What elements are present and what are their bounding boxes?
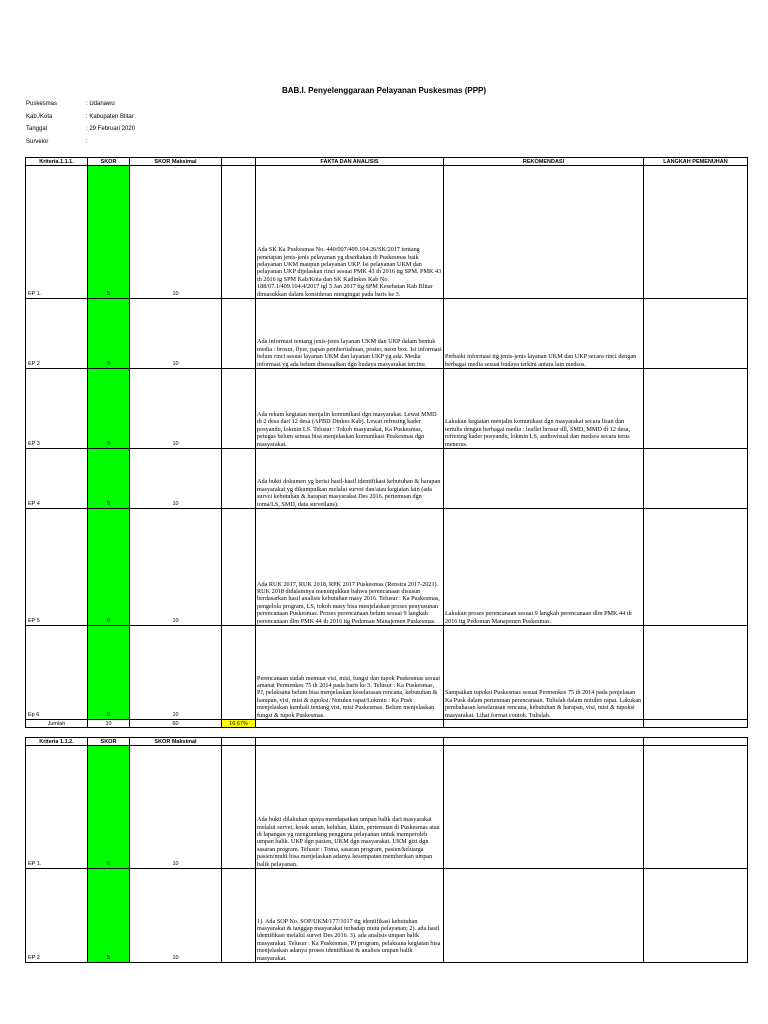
max-score-cell: 10 — [130, 299, 222, 369]
fakta-cell[interactable]: Ada RUK 2017, RUK 2018, RPK 2017 Puskesmas (Renstra 2017-2021). RUK 2018 didalamnya menunjukkan bahwa perencanaan disusun berdasarkan hasil analisis kebutuhan masy 2016. Telusur : Ka Puskesmas, pengelola program, LS, tokoh masy bisa menjelaskan proses penyusunan perencanaan Puskesmas. Proses perencanaan belum sesuai 9 langkah perencanaan dlm PMK 44 th 2016 ttg Pedoman Manajemen Puskesmas. — [256, 509, 444, 626]
langkah-cell[interactable] — [644, 869, 748, 963]
rekomendasi-cell[interactable]: Lakukan proses perencanaan sesuai 9 langkah perencanaan dlm PMK 44 th 2016 ttg Pedoman Manajemen Puskesmas. — [444, 509, 644, 626]
table-header-row — [26, 158, 748, 166]
spacer-row — [26, 728, 748, 738]
total-row — [26, 720, 748, 728]
table-header-row — [26, 738, 748, 746]
total-label: Jumlah — [26, 720, 88, 728]
meta-label: Puskesmas — [26, 101, 58, 107]
ep-label: EP 1. — [26, 746, 88, 869]
max-score-cell: 10 — [130, 166, 222, 299]
ep-label: EP 4 — [26, 449, 88, 509]
langkah-cell[interactable] — [644, 746, 748, 869]
header-skor: SKOR — [88, 158, 130, 166]
meta-block — [26, 98, 135, 148]
header-blank — [444, 738, 644, 746]
header-skor: SKOR — [88, 738, 130, 746]
header-rekomendasi: REKOMENDASI — [444, 158, 644, 166]
rekomendasi-cell[interactable]: Sampaikan tupoksi Puskesmas sesuai Permenkes 75 th 2014 pada penjelasan Ka Pusk dalam pertemuan perencanaan. Tulislah dalam notulen rapat. Lakukan pembahasan keselarasan rencana, kebutuhan & harapan, visi, misi & tupoksi masyarakat. Lihat format contoh. Tulislah. — [444, 626, 644, 720]
blank-cell — [222, 746, 256, 869]
ep-label: EP 1. — [26, 166, 88, 299]
meta-label: Tanggal — [26, 126, 48, 132]
rekomendasi-cell[interactable]: Perbaiki informasi ttg jenis-jenis layanan UKM dan UKP secara rinci dengan berbagai media sesuai budaya terkini antara lain medsos. — [444, 299, 644, 369]
fakta-cell[interactable]: Ada bukti dokumen yg berisi hasil-hasil identifikasi kebutuhan & harapan masyarakat yg dikumpulkan melalui survei dan/atau kegiatan lain (ada survei kebutuhan & harapan masyarakat Des 2016. pertemuan dgn toma/LS, SMD, data surveilans). — [256, 449, 444, 509]
rekomendasi-cell[interactable] — [444, 449, 644, 509]
ep-label: EP 3 — [26, 369, 88, 449]
score-cell[interactable]: 0 — [88, 509, 130, 626]
rekomendasi-cell[interactable] — [444, 746, 644, 869]
langkah-cell[interactable] — [644, 509, 748, 626]
table-row — [26, 369, 748, 449]
percentage-cell: 16.67% — [222, 720, 256, 728]
max-score-cell: 10 — [130, 369, 222, 449]
rekomendasi-cell[interactable]: Lakukan kegiatan menjalin komunikasi dgn masyarakat secara lisan dan tertulis dengan berbagai media : leaflet brosur dll, SMD, MMD di 12 desa, refresing kader posyandu, lokmin LS, audiovisual dan medsos secara terus menerus. — [444, 369, 644, 449]
fakta-cell[interactable]: Ada informasi tentang jenis-jenis layanan UKM dan UKP dalam bentuk media : brosur, flyer, papan pemberitahuan, poster, neon box. Isi informasi belum rinci sesuai layanan UKM dan layanan UKP yg ada. Media informasi yg ada belum disesuaikan dgn budaya masyarakat tercinu. — [256, 299, 444, 369]
header-fakta: FAKTA DAN ANALISIS — [256, 158, 444, 166]
table-row — [26, 299, 748, 369]
blank-cell — [222, 299, 256, 369]
header-blank — [222, 738, 256, 746]
meta-row — [26, 98, 135, 111]
table-row — [26, 746, 748, 869]
max-score-cell: 10 — [130, 509, 222, 626]
table-row — [26, 626, 748, 720]
score-cell[interactable]: 5 — [88, 746, 130, 869]
score-cell[interactable]: 5 — [88, 166, 130, 299]
meta-value: : Udanawu — [86, 101, 115, 107]
fakta-cell[interactable]: Ada SK Ka Puskesmas No. 440/007/409.104.26/SK/2017 tentang penetapan jenis-jenis pelayanan yg disediakan di Puskesmas baik pelayanan UKM maupun pelayanan UKP. Isi pelayanan UKM dan pelayanan UKP dijelaskan rinci sesuai PMK 43 th 2016 ttg SPM. PMK 43 th 2016 tg SPM Kab/Kota dan SK Kadinkes Kab No. 188/07.1/409.104.4/2017 tgl 5 Jan 2017 ttg SPM Kesehatan Kab Blitar dimasukkan dalam konsideran mengingat pada baris ke 3. — [256, 166, 444, 299]
meta-row — [26, 136, 135, 149]
max-score-cell: 10 — [130, 449, 222, 509]
blank-cell — [222, 449, 256, 509]
meta-value: : — [86, 138, 88, 145]
max-score-cell: 10 — [130, 746, 222, 869]
blank-cell — [222, 166, 256, 299]
langkah-cell[interactable] — [644, 626, 748, 720]
score-cell[interactable]: 5 — [88, 449, 130, 509]
blank-cell — [222, 369, 256, 449]
blank-cell — [256, 720, 444, 728]
header-langkah: LANGKAH PEMENUHAN — [644, 158, 748, 166]
assessment-table — [25, 157, 748, 963]
langkah-cell[interactable] — [644, 166, 748, 299]
rekomendasi-cell[interactable] — [444, 166, 644, 299]
rekomendasi-cell[interactable] — [444, 869, 644, 963]
ep-label: EP 2 — [26, 869, 88, 963]
blank-cell — [644, 720, 748, 728]
fakta-cell[interactable]: Perencanaan sudah memuat visi, misi, fungsi dan tupok Puskesmas sesuai amanat Permenkes 75 th 2014 pada baris ke 3. Telusur : Ka Puskesmas, PJ, pelaksana belum bisa menjelaskan keselarasan rencana, kebutuhan & harapan, visi, misi & tupoksi. Notulen rapat/Lokmin : Ka Pusk menjelaskan kembali tentang visi, misi Puskesmas. Belum menjelaskan fungsi & tupok Puskesmas. — [256, 626, 444, 720]
table-row — [26, 449, 748, 509]
score-cell[interactable]: 0 — [88, 626, 130, 720]
ep-label: Ep 6 — [26, 626, 88, 720]
langkah-cell[interactable] — [644, 449, 748, 509]
header-blank — [256, 738, 444, 746]
meta-label: Kab./Kota — [26, 113, 53, 120]
table-row — [26, 166, 748, 299]
ep-label: EP 5 — [26, 509, 88, 626]
blank-cell — [222, 869, 256, 963]
blank-cell — [222, 509, 256, 626]
meta-row — [26, 123, 135, 136]
langkah-cell[interactable] — [644, 299, 748, 369]
page-title: BAB.I. Penyelenggaraan Pelayanan Puskesmas (PPP) — [281, 86, 487, 95]
fakta-cell[interactable]: Ada rekam kegiatan menjalin komunikasi dgn masyarakat. Lewat MMD di 2 desa dari 12 desa (APBD Dinkes Kab). Lewat refresing kader posyandu, lokmin LS. Telusur : Tokoh masyarakat, Ka Puskesmas, petugas belum semua bisa menjelaskan komunikasi Puskesmas dgn masyarakat. — [256, 369, 444, 449]
total-max: 60 — [130, 720, 222, 728]
meta-row — [26, 111, 135, 124]
max-score-cell: 10 — [130, 869, 222, 963]
table-row — [26, 869, 748, 963]
fakta-cell[interactable]: Ada bukti dilakukan upaya mendapatkan umpan balik dari masyarakat melalui survei, kotak saran, keluhan, klaim, pertemuan di Puskesmas atau di lapangan yg mengundang pengguna pelayanan untuk memperoleh umpan balik. UKP dgn pasien, UKM dgn masyarakat. UKM gizi dgn sasaran program. Telusur : Toma, sasaran program, pasien/keluarga pasien/multi bisa menjelaskan adanya kesempatan memberikan umpan balik pelayanan. — [256, 746, 444, 869]
max-score-cell: 10 — [130, 626, 222, 720]
score-cell[interactable]: 0 — [88, 369, 130, 449]
langkah-cell[interactable] — [644, 369, 748, 449]
header-skor-maksimal: SKOR Maksimal — [130, 158, 222, 166]
score-cell[interactable]: 0 — [88, 299, 130, 369]
header-skor-maksimal: SKOR Maksimal — [130, 738, 222, 746]
total-skor: 10 — [88, 720, 130, 728]
fakta-cell[interactable]: 1). Ada SOP No. SOP/UKM/177/1017 ttg identifikasi kebutuhan masyarakat & tanggap masyarakat terhadap mutu pelayanan; 2). ada hasil identifikasi melalui survei Des 2016. 3). ada analisis umpan balik masyarakat. Telusur : Ka Puskesmas, PJ program, pelaksana kegiatan bisa menjelaskan adanya proses identifikasi & analisis umpan balik masyarakat. — [256, 869, 444, 963]
header-kriteria: Kriteria 1.1.2. — [26, 738, 88, 746]
table-row — [26, 509, 748, 626]
header-blank — [222, 158, 256, 166]
header-blank — [644, 738, 748, 746]
meta-value: : 29 Februari 2020 — [86, 126, 136, 132]
meta-value: : Kabupaten Blitar — [86, 113, 134, 120]
header-kriteria: Kriteria.1.1.1. — [26, 158, 88, 166]
score-cell[interactable]: 5 — [88, 869, 130, 963]
blank-cell — [444, 720, 644, 728]
blank-cell — [222, 626, 256, 720]
meta-label: Surveior — [26, 138, 49, 145]
ep-label: EP 2 — [26, 299, 88, 369]
